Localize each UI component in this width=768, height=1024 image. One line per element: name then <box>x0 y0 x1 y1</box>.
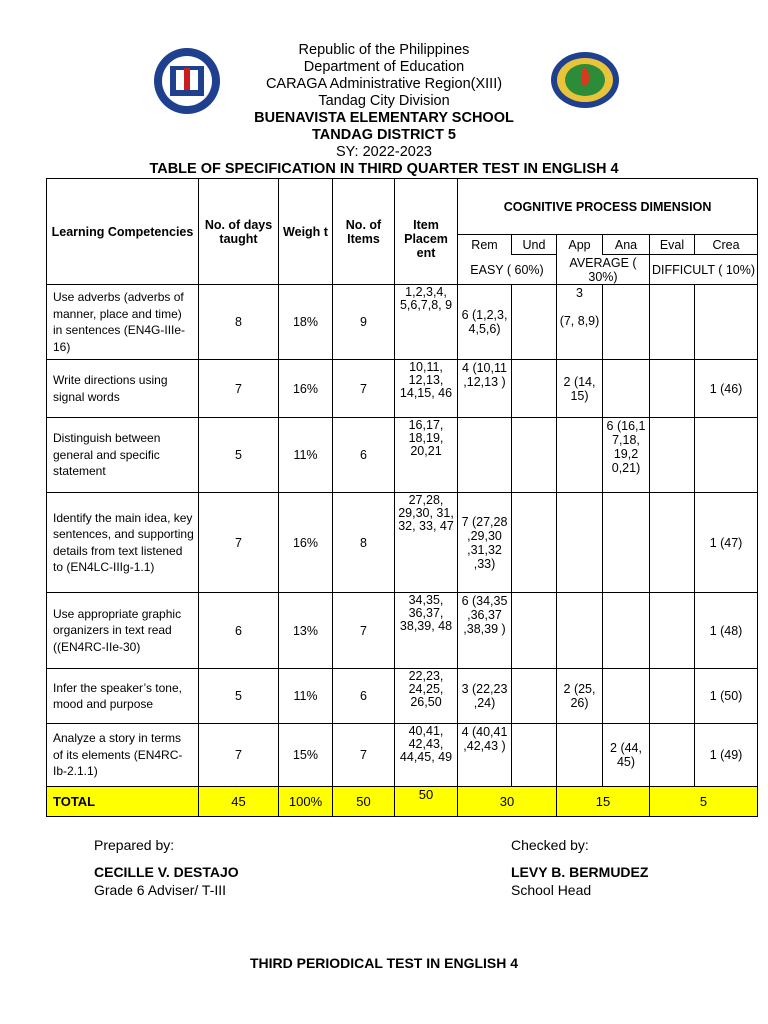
days-cell: 5 <box>199 418 279 493</box>
ana-cell <box>603 493 650 593</box>
crea-cell: 1 (49) <box>695 724 758 787</box>
col-header-und: Und <box>512 235 557 255</box>
competency-cell: Write directions using signal words <box>47 360 199 418</box>
items-cell: 6 <box>333 418 395 493</box>
col-header-crea: Crea <box>695 235 758 255</box>
placement-cell: 34,35, 36,37, 38,39, 48 <box>395 593 458 669</box>
table-row <box>47 593 758 669</box>
eval-cell <box>650 285 695 360</box>
und-cell <box>512 669 557 724</box>
total-label: TOTAL <box>47 787 199 817</box>
app-cell: 3 (7, 8,9) <box>557 285 603 360</box>
days-cell: 8 <box>199 285 279 360</box>
weight-cell: 11% <box>279 669 333 724</box>
placement-cell: 40,41, 42,43, 44,45, 49 <box>395 724 458 787</box>
days-cell: 5 <box>199 669 279 724</box>
header-school: BUENAVISTA ELEMENTARY SCHOOL <box>254 110 514 126</box>
table-row <box>47 724 758 787</box>
header-school-year: SY: 2022-2023 <box>336 144 432 160</box>
weight-cell: 13% <box>279 593 333 669</box>
col-header-competencies: Learning Competencies <box>47 179 199 285</box>
table-row <box>47 360 758 418</box>
und-cell <box>512 593 557 669</box>
und-cell <box>512 418 557 493</box>
placement-cell: 10,11, 12,13, 14,15, 46 <box>395 360 458 418</box>
checked-by-position: School Head <box>511 882 592 898</box>
checked-by-label: Checked by: <box>511 837 589 853</box>
competency-cell: Analyze a story in terms of its elements (EN4RC-Ib-2.1.1) <box>47 724 199 787</box>
eval-cell <box>650 593 695 669</box>
competency-cell: Infer the speaker’s tone, mood and purpose <box>47 669 199 724</box>
items-cell: 7 <box>333 593 395 669</box>
items-cell: 9 <box>333 285 395 360</box>
rem-cell <box>458 418 512 493</box>
competency-cell: Use appropriate graphic organizers in text read ((EN4RC-IIe-30) <box>47 593 199 669</box>
footer-title: THIRD PERIODICAL TEST IN ENGLISH 4 <box>249 955 519 971</box>
col-header-items: No. of Items <box>333 179 395 285</box>
weight-cell: 15% <box>279 724 333 787</box>
total-difficult: 5 <box>650 787 758 817</box>
ana-cell <box>603 285 650 360</box>
app-cell <box>557 593 603 669</box>
table-row <box>47 285 758 360</box>
ana-cell <box>603 669 650 724</box>
header-district: TANDAG DISTRICT 5 <box>312 127 456 143</box>
table-row <box>47 669 758 724</box>
header-department: Department of Education <box>303 59 465 75</box>
prepared-by-position: Grade 6 Adviser/ T-III <box>94 882 227 898</box>
prepared-by-name: CECILLE V. DESTAJO <box>94 864 239 880</box>
col-header-placement: Item Placem ent <box>395 179 458 285</box>
und-cell <box>512 285 557 360</box>
col-header-eval: Eval <box>650 235 695 255</box>
header-republic: Republic of the Philippines <box>298 42 470 58</box>
days-cell: 6 <box>199 593 279 669</box>
ana-cell: 2 (44, 45) <box>603 724 650 787</box>
rem-cell: 3 (22,23 ,24) <box>458 669 512 724</box>
col-header-ana: Ana <box>603 235 650 255</box>
crea-cell <box>695 285 758 360</box>
placement-cell: 27,28, 29,30, 31, 32, 33, 47 <box>395 493 458 593</box>
eval-cell <box>650 724 695 787</box>
days-cell: 7 <box>199 493 279 593</box>
eval-cell <box>650 360 695 418</box>
eval-cell <box>650 418 695 493</box>
und-cell <box>512 724 557 787</box>
prepared-by-label: Prepared by: <box>94 837 175 853</box>
total-average: 15 <box>557 787 650 817</box>
specification-table <box>46 178 758 817</box>
competency-cell: Use adverbs (adverbs of manner, place and time) in sentences (EN4G-IIIe-16) <box>47 285 199 360</box>
eval-cell <box>650 669 695 724</box>
competency-cell: Identify the main idea, key sentences, and supporting details from text listened to (EN4LC-IIIg-1.1) <box>47 493 199 593</box>
crea-cell <box>695 418 758 493</box>
total-placement: 50 <box>395 787 458 817</box>
rem-cell: 4 (10,11 ,12,13 ) <box>458 360 512 418</box>
rem-cell: 6 (1,2,3, 4,5,6) <box>458 285 512 360</box>
col-header-difficult: DIFFICULT ( 10%) <box>650 255 758 285</box>
rem-cell: 6 (34,35 ,36,37 ,38,39 ) <box>458 593 512 669</box>
col-header-easy: EASY ( 60%) <box>458 255 557 285</box>
placement-cell: 16,17, 18,19, 20,21 <box>395 418 458 493</box>
total-days: 45 <box>199 787 279 817</box>
weight-cell: 16% <box>279 360 333 418</box>
und-cell <box>512 360 557 418</box>
total-weight: 100% <box>279 787 333 817</box>
weight-cell: 16% <box>279 493 333 593</box>
document-title: TABLE OF SPECIFICATION IN THIRD QUARTER TEST IN ENGLISH 4 <box>149 161 619 177</box>
col-header-days: No. of days taught <box>199 179 279 285</box>
days-cell: 7 <box>199 360 279 418</box>
items-cell: 7 <box>333 360 395 418</box>
weight-cell: 18% <box>279 285 333 360</box>
total-easy: 30 <box>458 787 557 817</box>
placement-cell: 22,23, 24,25, 26,50 <box>395 669 458 724</box>
weight-cell: 11% <box>279 418 333 493</box>
rem-cell: 7 (27,28 ,29,30 ,31,32 ,33) <box>458 493 512 593</box>
col-header-average: AVERAGE ( 30%) <box>557 255 650 285</box>
header-division: Tandag City Division <box>318 93 450 109</box>
ana-cell: 6 (16,1 7,18, 19,2 0,21) <box>603 418 650 493</box>
placement-cell: 1,2,3,4, 5,6,7,8, 9 <box>395 285 458 360</box>
competency-cell: Distinguish between general and specific statement <box>47 418 199 493</box>
rem-cell: 4 (40,41 ,42,43 ) <box>458 724 512 787</box>
app-cell: 2 (25, 26) <box>557 669 603 724</box>
app-cell <box>557 418 603 493</box>
table-row <box>47 493 758 593</box>
days-cell: 7 <box>199 724 279 787</box>
ana-cell <box>603 593 650 669</box>
crea-cell: 1 (47) <box>695 493 758 593</box>
und-cell <box>512 493 557 593</box>
items-cell: 8 <box>333 493 395 593</box>
table-row <box>47 418 758 493</box>
crea-cell: 1 (46) <box>695 360 758 418</box>
crea-cell: 1 (48) <box>695 593 758 669</box>
total-items: 50 <box>333 787 395 817</box>
crea-cell: 1 (50) <box>695 669 758 724</box>
app-cell <box>557 493 603 593</box>
checked-by-name: LEVY B. BERMUDEZ <box>511 864 649 880</box>
document-header <box>0 42 768 161</box>
col-header-cognitive: COGNITIVE PROCESS DIMENSION <box>458 179 758 235</box>
items-cell: 7 <box>333 724 395 787</box>
total-row <box>47 787 758 817</box>
header-region: CARAGA Administrative Region(XIII) <box>265 76 503 92</box>
eval-cell <box>650 493 695 593</box>
app-cell <box>557 724 603 787</box>
app-cell: 2 (14, 15) <box>557 360 603 418</box>
ana-cell <box>603 360 650 418</box>
col-header-rem: Rem <box>458 235 512 255</box>
col-header-app: App <box>557 235 603 255</box>
items-cell: 6 <box>333 669 395 724</box>
col-header-weight: Weigh t <box>279 179 333 285</box>
